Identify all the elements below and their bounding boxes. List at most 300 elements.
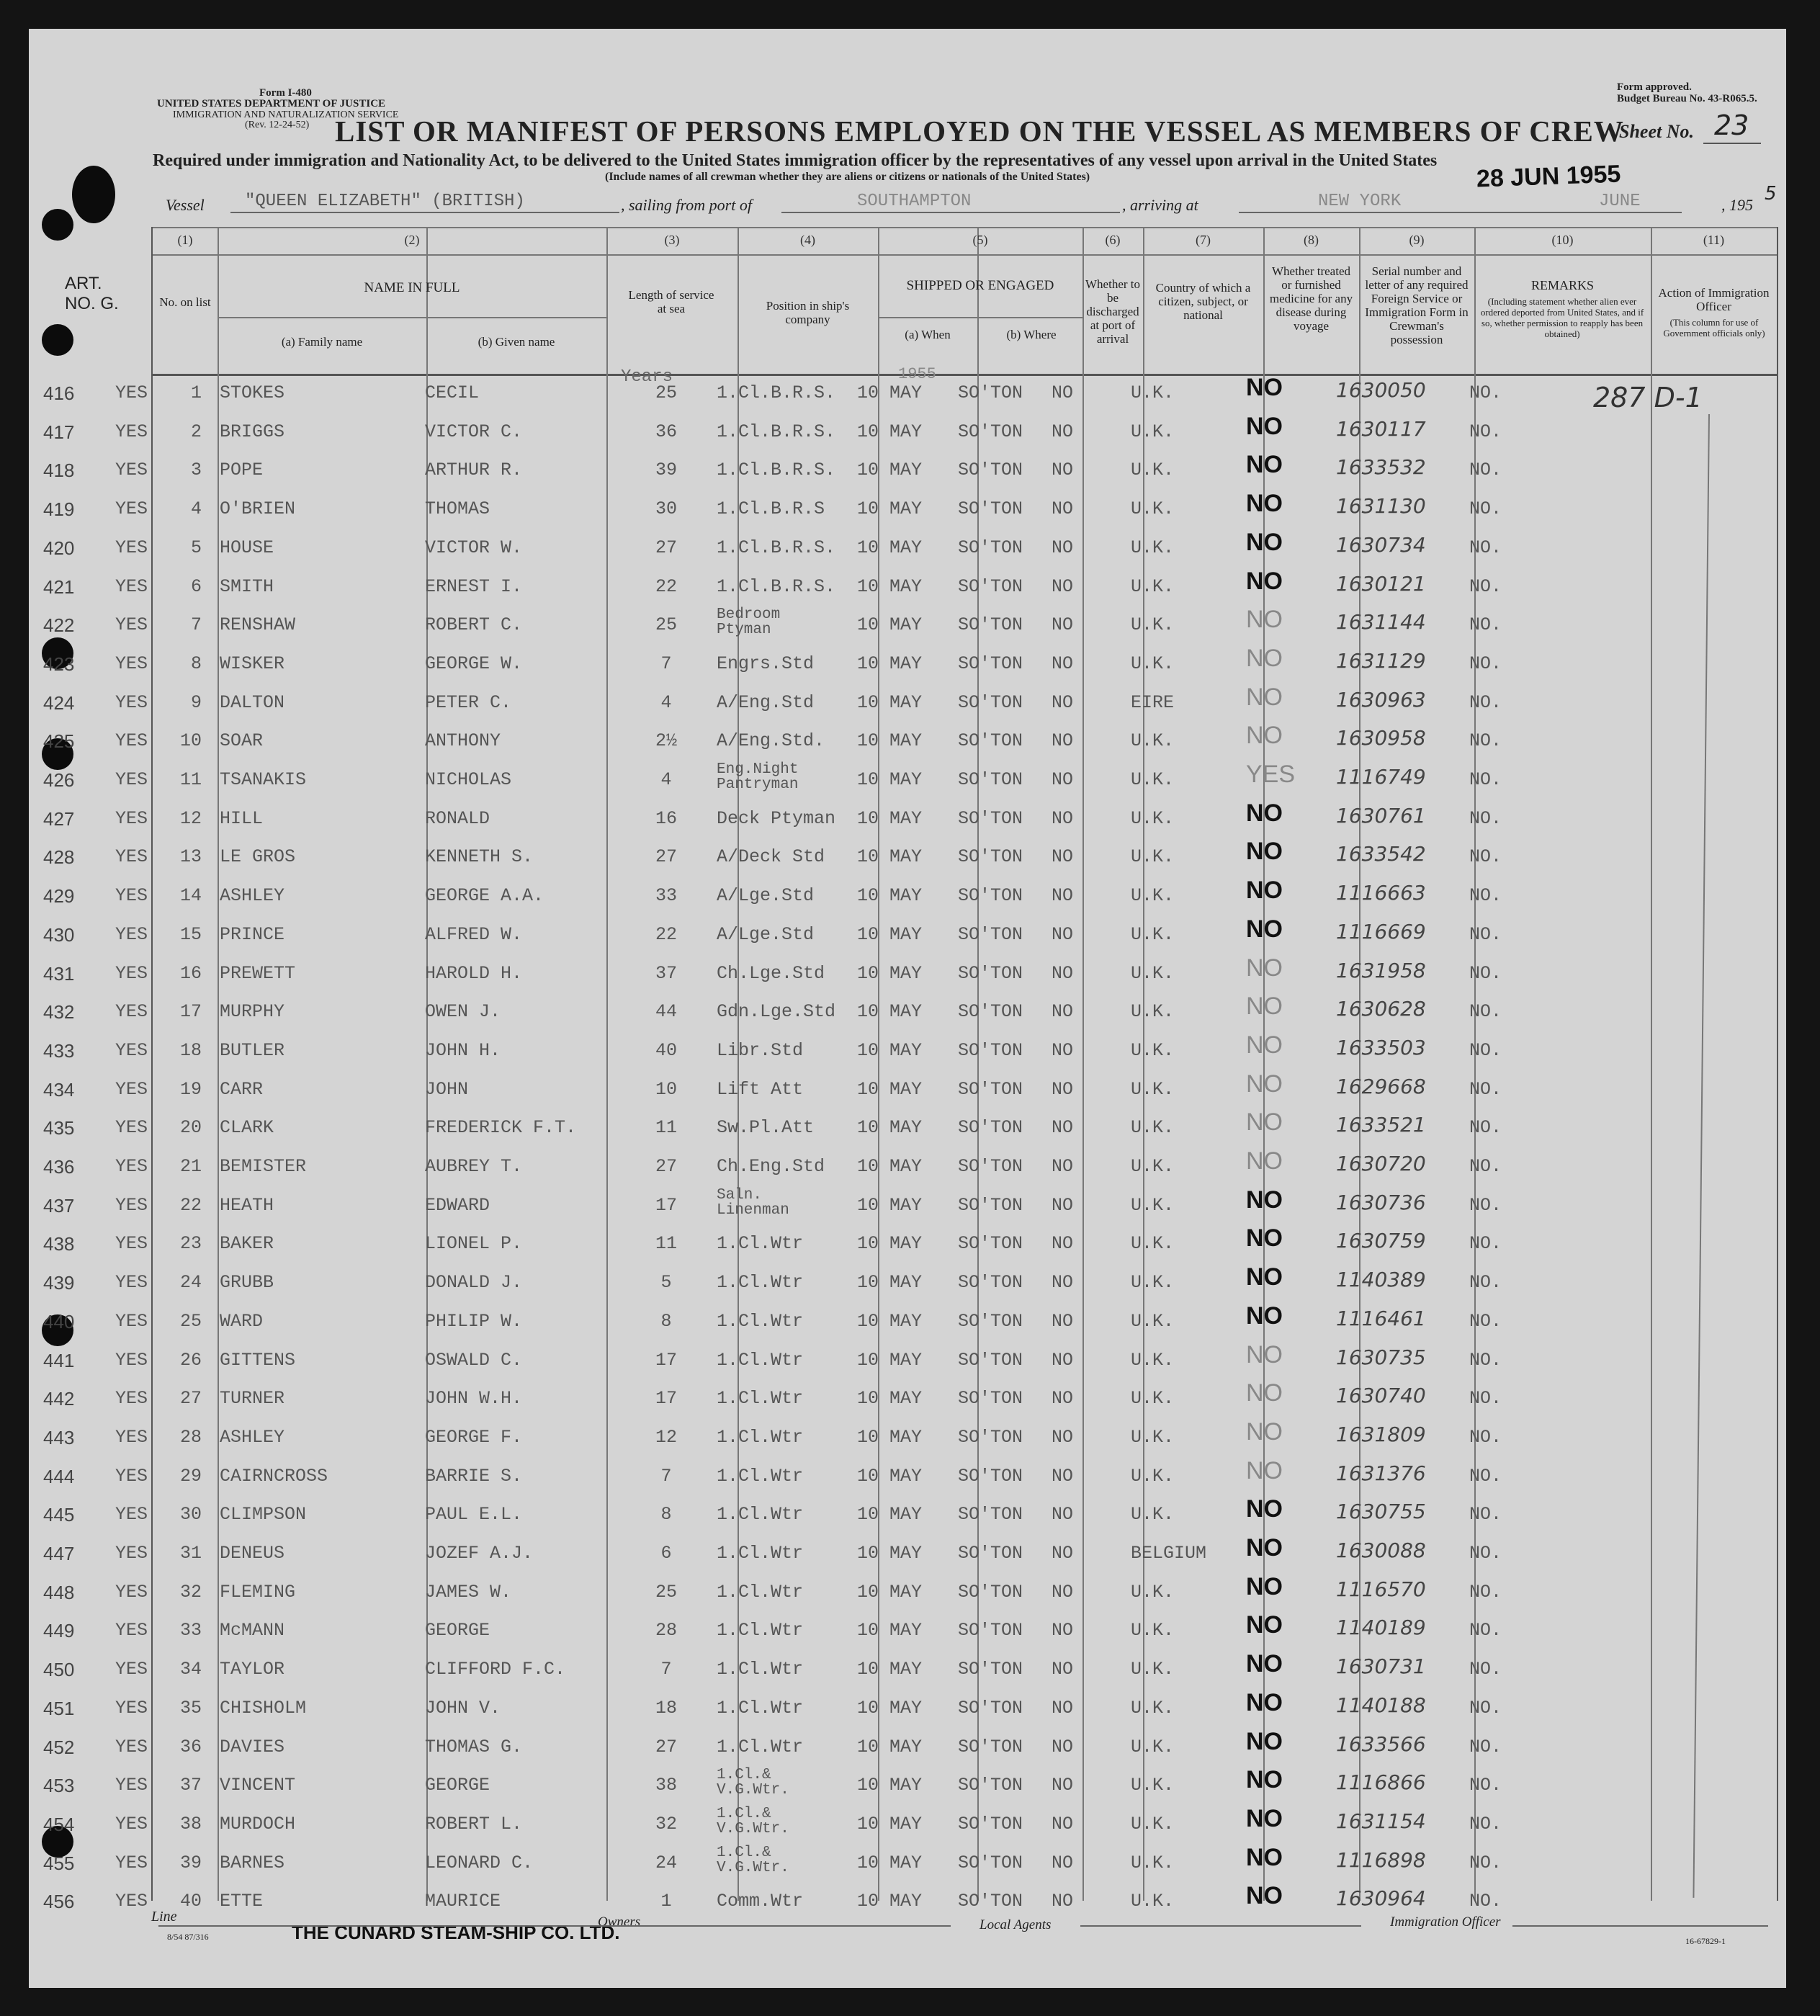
cell-given: MAURICE — [425, 1891, 501, 1912]
col2b-header: (b) Given name — [478, 335, 555, 349]
cell-given: PHILIP W. — [425, 1310, 523, 1332]
cell-serial: 1116866 — [1336, 1770, 1426, 1795]
cell-disch: NO — [1052, 1349, 1074, 1371]
col11-note: (This column for use of Government officials only) — [1663, 317, 1765, 339]
col7-number: (7) — [1196, 233, 1211, 247]
cell-remarks: NO. — [1469, 1775, 1502, 1796]
cell-country: U.K. — [1131, 1813, 1175, 1834]
cell-no: 9 — [190, 691, 202, 713]
cell-when: 10 MAY — [857, 421, 923, 442]
table-row — [29, 683, 1786, 725]
cell-art: 433 — [43, 1039, 75, 1062]
cell-where: SO'TON — [958, 885, 1023, 907]
cell-given: DONALD J. — [425, 1272, 523, 1294]
cell-no: 22 — [180, 1194, 202, 1216]
cell-serial: 1630755 — [1336, 1500, 1426, 1524]
cell-yes: YES — [115, 1426, 148, 1448]
cell-family: MURDOCH — [220, 1813, 296, 1834]
cell-remarks: NO. — [1469, 1310, 1502, 1332]
cell-where: SO'TON — [958, 575, 1023, 597]
cell-given: JOZEF A.J. — [425, 1543, 534, 1564]
cell-disch: NO — [1052, 1852, 1074, 1873]
cell-serial: 1631144 — [1336, 610, 1426, 635]
cell-country: U.K. — [1131, 498, 1175, 520]
cell-given: ERNEST I. — [425, 575, 523, 597]
cell-where: SO'TON — [958, 1194, 1023, 1216]
cell-med: NO — [1246, 1186, 1283, 1214]
cell-serial: 1633503 — [1336, 1035, 1426, 1059]
cell-disch: NO — [1052, 1078, 1074, 1100]
cell-where: SO'TON — [958, 1659, 1023, 1680]
cell-family: ETTE — [220, 1891, 264, 1912]
cell-remarks: NO. — [1469, 1620, 1502, 1641]
cell-no: 18 — [180, 1039, 202, 1061]
cell-art: 456 — [43, 1891, 75, 1913]
cell-remarks: NO. — [1469, 1272, 1502, 1294]
cell-med: NO — [1246, 1611, 1283, 1639]
table-row — [29, 1263, 1786, 1305]
cell-family: O'BRIEN — [220, 498, 296, 520]
cell-art: 453 — [43, 1775, 75, 1797]
cell-yes: YES — [115, 1581, 148, 1603]
cell-no: 7 — [190, 614, 202, 636]
cell-no: 38 — [180, 1813, 202, 1834]
cell-country: U.K. — [1131, 537, 1175, 558]
cell-art: 423 — [43, 653, 75, 675]
cell-family: BEMISTER — [220, 1156, 307, 1177]
cell-family: TAYLOR — [220, 1659, 285, 1680]
cell-given: NICHOLAS — [425, 769, 512, 790]
cell-years: 11 — [655, 1233, 677, 1255]
cell-art: 449 — [43, 1620, 75, 1642]
cell-remarks: NO. — [1469, 923, 1502, 945]
cell-yes: YES — [115, 1001, 148, 1023]
cell-yes: YES — [115, 1194, 148, 1216]
cell-position: A/Lge.Std — [717, 923, 815, 945]
cell-serial: 1630963 — [1336, 687, 1426, 712]
cell-given: KENNETH S. — [425, 846, 534, 868]
cell-yes: YES — [115, 885, 148, 907]
cell-family: RENSHAW — [220, 614, 296, 636]
cell-country: U.K. — [1131, 962, 1175, 984]
cell-med: NO — [1246, 1534, 1283, 1562]
table-row — [29, 451, 1786, 493]
cell-given: ALFRED W. — [425, 923, 523, 945]
cell-remarks: NO. — [1469, 1581, 1502, 1603]
cell-remarks: NO. — [1469, 1736, 1502, 1757]
cell-when: 10 MAY — [857, 575, 923, 597]
cell-family: WISKER — [220, 653, 285, 674]
cell-country: U.K. — [1131, 382, 1175, 403]
cell-serial: 1630736 — [1336, 1190, 1426, 1214]
cell-position: Bedroom Ptyman — [717, 606, 781, 639]
cell-years: 24 — [655, 1852, 677, 1873]
cell-country: U.K. — [1131, 1581, 1175, 1603]
cell-art: 452 — [43, 1736, 75, 1758]
cell-no: 12 — [180, 807, 202, 829]
cell-when: 10 MAY — [857, 1156, 923, 1177]
cell-when: 10 MAY — [857, 846, 923, 868]
cell-no: 8 — [190, 653, 202, 674]
cell-given: LIONEL P. — [425, 1233, 523, 1255]
cell-art: 417 — [43, 421, 75, 443]
cell-family: WARD — [220, 1310, 264, 1332]
cell-yes: YES — [115, 769, 148, 790]
cell-when: 10 MAY — [857, 1426, 923, 1448]
cell-country: U.K. — [1131, 1504, 1175, 1526]
cell-art: 444 — [43, 1465, 75, 1487]
cell-where: SO'TON — [958, 1117, 1023, 1139]
cell-years: 22 — [655, 575, 677, 597]
cell-where: SO'TON — [958, 1891, 1023, 1912]
cell-remarks: NO. — [1469, 691, 1502, 713]
cell-art: 432 — [43, 1001, 75, 1023]
cell-where: SO'TON — [958, 1465, 1023, 1487]
cell-position: 1.Cl.B.R.S. — [717, 537, 836, 558]
cell-yes: YES — [115, 575, 148, 597]
cell-art: 447 — [43, 1543, 75, 1564]
cell-remarks: NO. — [1469, 653, 1502, 674]
cell-no: 3 — [190, 460, 202, 481]
cell-family: BUTLER — [220, 1039, 285, 1061]
cell-given: RONALD — [425, 807, 490, 829]
cell-country: U.K. — [1131, 1775, 1175, 1796]
cell-country: U.K. — [1131, 1349, 1175, 1371]
cell-art: 416 — [43, 382, 75, 404]
cell-remarks: NO. — [1469, 730, 1502, 752]
cell-yes: YES — [115, 1272, 148, 1294]
cell-art: 429 — [43, 885, 75, 908]
cell-years: 27 — [655, 846, 677, 868]
cell-disch: NO — [1052, 807, 1074, 829]
cell-years: 39 — [655, 460, 677, 481]
vessel-name: "QUEEN ELIZABETH" (BRITISH) — [245, 192, 525, 211]
arrival-month: JUNE — [1599, 192, 1641, 211]
cell-when: 10 MAY — [857, 1543, 923, 1564]
cell-years: 7 — [660, 653, 672, 674]
cell-years: 33 — [655, 885, 677, 907]
cell-years: 32 — [655, 1813, 677, 1834]
cell-country: U.K. — [1131, 1697, 1175, 1719]
officer-annotation: 287 D-1 — [1593, 382, 1703, 413]
cell-med: NO — [1246, 1108, 1283, 1137]
cell-country: U.K. — [1131, 1659, 1175, 1680]
col11-header: Action of Immigration Officer — [1658, 286, 1770, 313]
cell-family: HOUSE — [220, 537, 274, 558]
cell-family: FLEMING — [220, 1581, 296, 1603]
cell-serial: 1630759 — [1336, 1229, 1426, 1253]
cell-position: 1.Cl.Wtr — [717, 1620, 804, 1641]
cell-given: GEORGE A.A. — [425, 885, 544, 907]
cell-yes: YES — [115, 1736, 148, 1757]
cell-no: 32 — [180, 1581, 202, 1603]
cell-yes: YES — [115, 846, 148, 868]
cell-art: 443 — [43, 1426, 75, 1448]
cell-art: 450 — [43, 1659, 75, 1681]
cell-remarks: NO. — [1469, 1233, 1502, 1255]
cell-position: Ch.Eng.Std — [717, 1156, 825, 1177]
cell-years: 25 — [655, 614, 677, 636]
cell-when: 10 MAY — [857, 1813, 923, 1834]
cell-serial: 1630958 — [1336, 726, 1426, 751]
cell-position: 1.Cl.Wtr — [717, 1426, 804, 1448]
table-row — [29, 1456, 1786, 1499]
cell-remarks: NO. — [1469, 1349, 1502, 1371]
cell-remarks: NO. — [1469, 1001, 1502, 1023]
cell-art: 426 — [43, 769, 75, 791]
cell-serial: 1116898 — [1336, 1847, 1426, 1872]
table-row — [29, 1070, 1786, 1112]
cell-family: SOAR — [220, 730, 264, 752]
cell-position: 1.Cl.& V.G.Wtr. — [717, 1844, 789, 1876]
cell-serial: 1630761 — [1336, 803, 1426, 828]
cell-country: U.K. — [1131, 807, 1175, 829]
cell-serial: 1140389 — [1336, 1268, 1426, 1292]
cell-given: JOHN — [425, 1078, 469, 1100]
cell-remarks: NO. — [1469, 1504, 1502, 1526]
cell-remarks: NO. — [1469, 1891, 1502, 1912]
cell-yes: YES — [115, 1697, 148, 1719]
cell-serial: 1633521 — [1336, 1113, 1426, 1137]
cell-remarks: NO. — [1469, 1388, 1502, 1410]
cell-where: SO'TON — [958, 1543, 1023, 1564]
cell-years: 40 — [655, 1039, 677, 1061]
cell-where: SO'TON — [958, 1581, 1023, 1603]
cell-serial: 1116663 — [1336, 881, 1426, 905]
cell-serial: 1630088 — [1336, 1538, 1426, 1562]
col10-number: (10) — [1551, 233, 1574, 247]
cell-when: 10 MAY — [857, 1852, 923, 1873]
col6-number: (6) — [1105, 233, 1121, 247]
cell-disch: NO — [1052, 1813, 1074, 1834]
cell-remarks: NO. — [1469, 1659, 1502, 1680]
cell-given: ROBERT C. — [425, 614, 523, 636]
cell-position: 1.Cl.Wtr — [717, 1233, 804, 1255]
cell-disch: NO — [1052, 962, 1074, 984]
cell-remarks: NO. — [1469, 769, 1502, 790]
cell-no: 26 — [180, 1349, 202, 1371]
cell-med: NO — [1246, 722, 1283, 750]
cell-no: 27 — [180, 1388, 202, 1410]
table-row — [29, 1843, 1786, 1886]
cell-disch: NO — [1052, 1272, 1074, 1294]
cell-years: 38 — [655, 1775, 677, 1796]
cell-years: 7 — [660, 1659, 672, 1680]
cell-years: 17 — [655, 1388, 677, 1410]
cell-family: McMANN — [220, 1620, 285, 1641]
punch-hole — [72, 166, 115, 223]
table-row — [29, 1147, 1786, 1189]
cell-serial: 1140188 — [1336, 1693, 1426, 1717]
cell-given: PAUL E.L. — [425, 1504, 523, 1526]
service: IMMIGRATION AND NATURALIZATION SERVICE — [173, 109, 399, 120]
cell-disch: NO — [1052, 1388, 1074, 1410]
sheet-number: 23 — [1714, 109, 1749, 141]
cell-no: 16 — [180, 962, 202, 984]
cell-remarks: NO. — [1469, 460, 1502, 481]
cell-given: PETER C. — [425, 691, 512, 713]
table-row — [29, 1495, 1786, 1537]
cell-serial: 1631129 — [1336, 648, 1426, 673]
cell-family: ASHLEY — [220, 885, 285, 907]
department: UNITED STATES DEPARTMENT OF JUSTICE — [157, 98, 386, 109]
cell-disch: NO — [1052, 575, 1074, 597]
cell-country: U.K. — [1131, 730, 1175, 752]
cell-remarks: NO. — [1469, 537, 1502, 558]
cell-when: 10 MAY — [857, 807, 923, 829]
cell-serial: 1630121 — [1336, 571, 1426, 596]
col5a-header: (a) When — [905, 328, 951, 341]
cell-years: 1 — [660, 1891, 672, 1912]
owners-label: Owners — [598, 1914, 641, 1930]
cell-disch: NO — [1052, 1117, 1074, 1139]
cell-remarks: NO. — [1469, 885, 1502, 907]
table-row — [29, 1108, 1786, 1150]
cell-art: 448 — [43, 1581, 75, 1603]
table-row — [29, 567, 1786, 609]
cell-when: 10 MAY — [857, 1117, 923, 1139]
sheet-label: Sheet No. — [1619, 121, 1694, 142]
cell-med: NO — [1246, 1843, 1283, 1871]
subtitle: Required under immigration and Nationality Act, to be delivered to the United States immigration officer by the representatives of any vessel upon arrival in the United States — [153, 151, 1438, 170]
approval-line-1: Form approved. — [1617, 81, 1692, 93]
cell-where: SO'TON — [958, 1388, 1023, 1410]
cell-position: A/Lge.Std — [717, 885, 815, 907]
punch-hole — [42, 209, 73, 241]
cell-no: 17 — [180, 1001, 202, 1023]
cell-position: 1.Cl.B.R.S. — [717, 421, 836, 442]
cell-years: 18 — [655, 1697, 677, 1719]
cell-position: Lift Att — [717, 1078, 804, 1100]
cell-when: 10 MAY — [857, 653, 923, 674]
cell-yes: YES — [115, 730, 148, 752]
cell-position: 1.Cl.B.R.S. — [717, 382, 836, 403]
cell-when: 10 MAY — [857, 498, 923, 520]
cell-med: NO — [1246, 412, 1283, 440]
cell-art: 428 — [43, 846, 75, 869]
cell-disch: NO — [1052, 1620, 1074, 1641]
cell-remarks: NO. — [1469, 1852, 1502, 1873]
cell-serial: 1630964 — [1336, 1886, 1426, 1911]
cell-med: NO — [1246, 1379, 1283, 1407]
cell-country: U.K. — [1131, 769, 1175, 790]
cell-disch: NO — [1052, 885, 1074, 907]
cell-serial: 1630117 — [1336, 416, 1426, 441]
cell-no: 23 — [180, 1233, 202, 1255]
cell-years: 27 — [655, 537, 677, 558]
cell-no: 40 — [180, 1891, 202, 1912]
cell-serial: 1631376 — [1336, 1461, 1426, 1485]
cell-yes: YES — [115, 537, 148, 558]
cell-disch: NO — [1052, 421, 1074, 442]
cell-where: SO'TON — [958, 1426, 1023, 1448]
cell-where: SO'TON — [958, 846, 1023, 868]
cell-country: U.K. — [1131, 923, 1175, 945]
cell-med: NO — [1246, 954, 1283, 982]
cell-position: 1.Cl.Wtr — [717, 1736, 804, 1757]
cell-family: GITTENS — [220, 1349, 296, 1371]
subtitle-note: (Include names of all crewman whether they are aliens or citizens or nationals of the United States) — [605, 171, 1090, 183]
cell-family: STOKES — [220, 382, 285, 403]
col2a-header: (a) Family name — [281, 335, 363, 349]
cell-yes: YES — [115, 1349, 148, 1371]
punch-hole — [42, 324, 73, 356]
cell-art: 440 — [43, 1310, 75, 1332]
cell-art: 441 — [43, 1349, 75, 1371]
cell-given: BARRIE S. — [425, 1465, 523, 1487]
cell-where: SO'TON — [958, 1775, 1023, 1796]
arriving-port: NEW YORK — [1318, 192, 1402, 211]
cell-when: 10 MAY — [857, 691, 923, 713]
cell-where: SO'TON — [958, 614, 1023, 636]
cell-years: 12 — [655, 1426, 677, 1448]
cell-position: 1.Cl.Wtr — [717, 1349, 804, 1371]
table-row — [29, 644, 1786, 686]
cell-given: GEORGE W. — [425, 653, 523, 674]
col1-header: No. on list — [159, 295, 211, 309]
cell-given: AUBREY T. — [425, 1156, 523, 1177]
cell-family: HILL — [220, 807, 264, 829]
approval-line-2: Budget Bureau No. 43-R065.5. — [1617, 93, 1757, 104]
cell-yes: YES — [115, 653, 148, 674]
cell-remarks: NO. — [1469, 1543, 1502, 1564]
cell-disch: NO — [1052, 1426, 1074, 1448]
cell-when: 10 MAY — [857, 1194, 923, 1216]
cell-yes: YES — [115, 1156, 148, 1177]
cell-years: 37 — [655, 962, 677, 984]
cell-when: 10 MAY — [857, 1659, 923, 1680]
cell-yes: YES — [115, 1775, 148, 1796]
cell-given: JOHN W.H. — [425, 1388, 523, 1410]
cell-no: 37 — [180, 1775, 202, 1796]
art-no-header: ART. NO. G. — [65, 274, 119, 313]
immigration-officer-label: Immigration Officer — [1390, 1914, 1501, 1930]
cell-years: 11 — [655, 1117, 677, 1139]
cell-country: U.K. — [1131, 1039, 1175, 1061]
cell-where: SO'TON — [958, 498, 1023, 520]
cell-position: Comm.Wtr — [717, 1891, 804, 1912]
col3-number: (3) — [664, 233, 680, 247]
cell-disch: NO — [1052, 1156, 1074, 1177]
cell-when: 10 MAY — [857, 1233, 923, 1255]
cell-serial: 1630735 — [1336, 1345, 1426, 1369]
cell-where: SO'TON — [958, 807, 1023, 829]
cell-given: CLIFFORD F.C. — [425, 1659, 566, 1680]
cell-disch: NO — [1052, 537, 1074, 558]
table-row — [29, 528, 1786, 570]
cell-where: SO'TON — [958, 1697, 1023, 1719]
col1-number: (1) — [177, 233, 193, 247]
cell-serial: 1116570 — [1336, 1577, 1426, 1601]
cell-family: BRIGGS — [220, 421, 285, 442]
cell-disch: NO — [1052, 691, 1074, 713]
cell-when: 10 MAY — [857, 923, 923, 945]
cell-where: SO'TON — [958, 923, 1023, 945]
cell-no: 28 — [180, 1426, 202, 1448]
cell-when: 10 MAY — [857, 1465, 923, 1487]
cell-position: Eng.Night Pantryman — [717, 761, 799, 793]
cell-family: DALTON — [220, 691, 285, 713]
cell-position: Saln. Linenman — [717, 1186, 789, 1219]
cell-when: 10 MAY — [857, 1349, 923, 1371]
cell-serial: 1630720 — [1336, 1152, 1426, 1175]
cell-yes: YES — [115, 1852, 148, 1873]
years-label: Years — [621, 367, 673, 387]
cell-disch: NO — [1052, 1504, 1074, 1526]
cell-where: SO'TON — [958, 537, 1023, 558]
cell-med: NO — [1246, 451, 1283, 479]
cell-yes: YES — [115, 1388, 148, 1410]
